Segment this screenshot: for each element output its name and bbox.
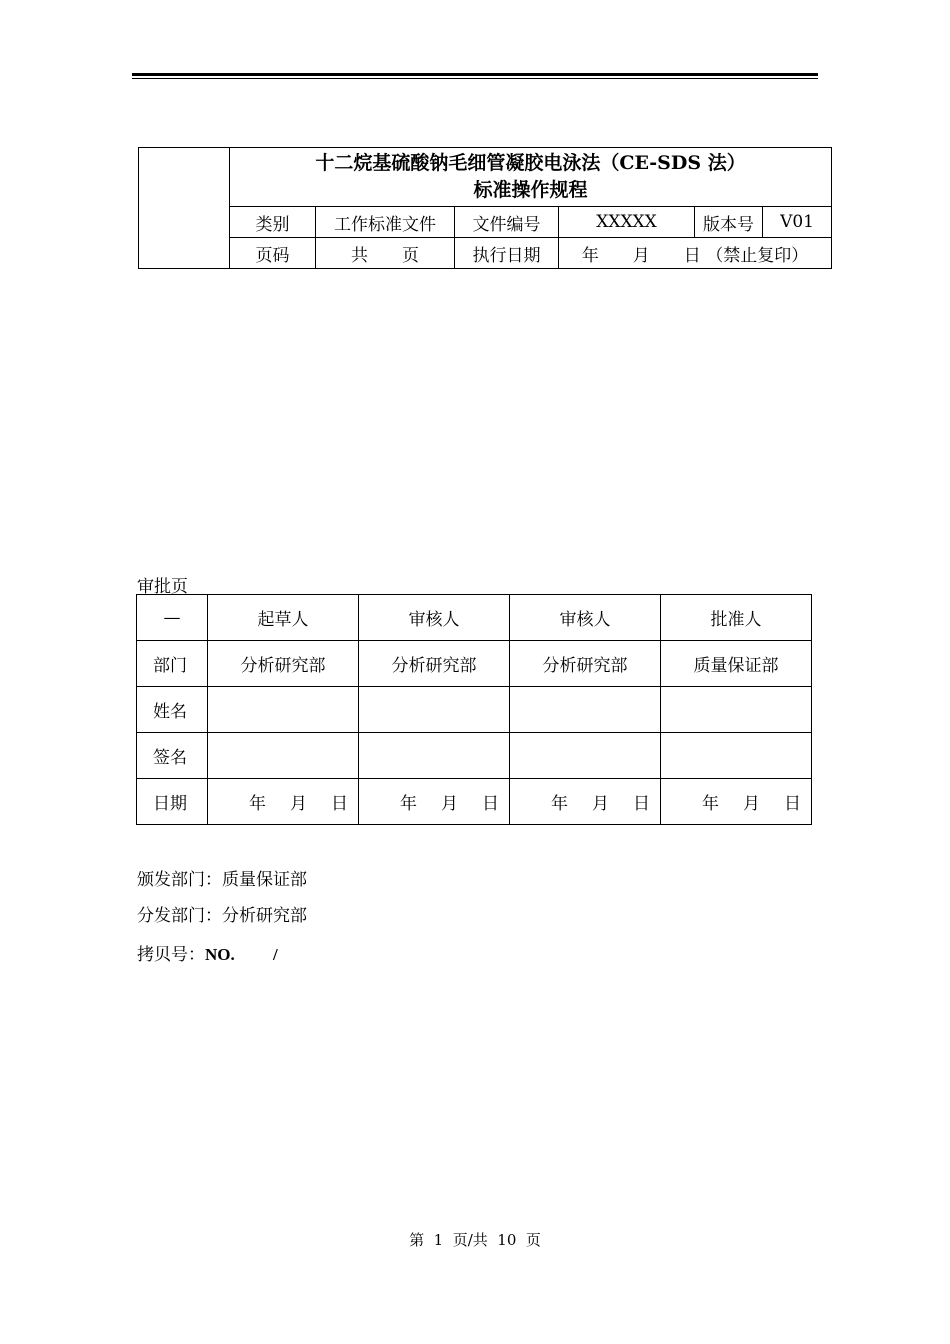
copy-number-label: 拷贝号： [137,945,205,965]
col-drafter: 起草人 [208,595,359,641]
date-cell[interactable] [510,779,661,825]
doc-number-value: XXXXX [559,207,695,238]
col-reviewer-2: 审核人 [510,595,661,641]
corner-cell: — [137,595,208,641]
page-label: 页码 [230,238,316,269]
category-label: 类别 [230,207,316,238]
signature-cell[interactable] [359,733,510,779]
date-year: 年 [400,794,417,814]
top-rule-thin [132,78,818,79]
signature-cell[interactable] [661,733,812,779]
date-month: 月 [441,794,458,814]
date-year: 年 [249,794,266,814]
distribution-department: 分发部门：分析研究部 [137,906,307,926]
doc-number-label: 文件编号 [455,207,559,238]
date-day: 日 [482,794,499,814]
row-head-date: 日期 [137,779,208,825]
row-head-signature: 签名 [137,733,208,779]
title-line-2: 标准操作规程 [473,179,588,201]
document-title [230,148,832,207]
dept-row [137,641,812,687]
exec-date-value: 年 月 日 （禁止复印） [559,238,832,269]
exec-date-label: 执行日期 [455,238,559,269]
date-cell[interactable] [661,779,812,825]
dept-cell: 分析研究部 [359,641,510,687]
copy-number-value: NO. / [205,945,278,964]
dept-cell: 分析研究部 [510,641,661,687]
date-cell[interactable] [359,779,510,825]
document-header-table [138,147,832,269]
dept-cell: 质量保证部 [661,641,812,687]
date-day: 日 [331,794,348,814]
date-cell[interactable] [208,779,359,825]
row-head-dept: 部门 [137,641,208,687]
page-value: 共 页 [316,238,455,269]
logo-cell [139,148,230,269]
date-year: 年 [702,794,719,814]
row-head-name: 姓名 [137,687,208,733]
date-month: 月 [592,794,609,814]
date-year: 年 [551,794,568,814]
top-rule-thick [132,73,818,76]
issue-department: 颁发部门：质量保证部 [137,870,307,890]
page-footer: 第 1 页/共 10 页 [409,1231,541,1249]
copy-number [137,940,278,965]
category-value: 工作标准文件 [316,207,455,238]
date-month: 月 [743,794,760,814]
date-day: 日 [633,794,650,814]
name-cell[interactable] [510,687,661,733]
col-reviewer-1: 审核人 [359,595,510,641]
signature-cell[interactable] [208,733,359,779]
date-month: 月 [290,794,307,814]
version-value: V01 [763,207,832,238]
name-cell[interactable] [359,687,510,733]
date-day: 日 [784,794,801,814]
title-line-1: 十二烷基硫酸钠毛细管凝胶电泳法（CE-SDS 法） [315,152,746,174]
name-cell[interactable] [661,687,812,733]
name-row [137,687,812,733]
version-label: 版本号 [695,207,763,238]
date-row [137,779,812,825]
approval-table [136,594,812,825]
dept-cell: 分析研究部 [208,641,359,687]
approval-page-label: 审批页 [137,577,188,597]
signature-row [137,733,812,779]
name-cell[interactable] [208,687,359,733]
approval-header-row [137,595,812,641]
col-approver: 批准人 [661,595,812,641]
signature-cell[interactable] [510,733,661,779]
